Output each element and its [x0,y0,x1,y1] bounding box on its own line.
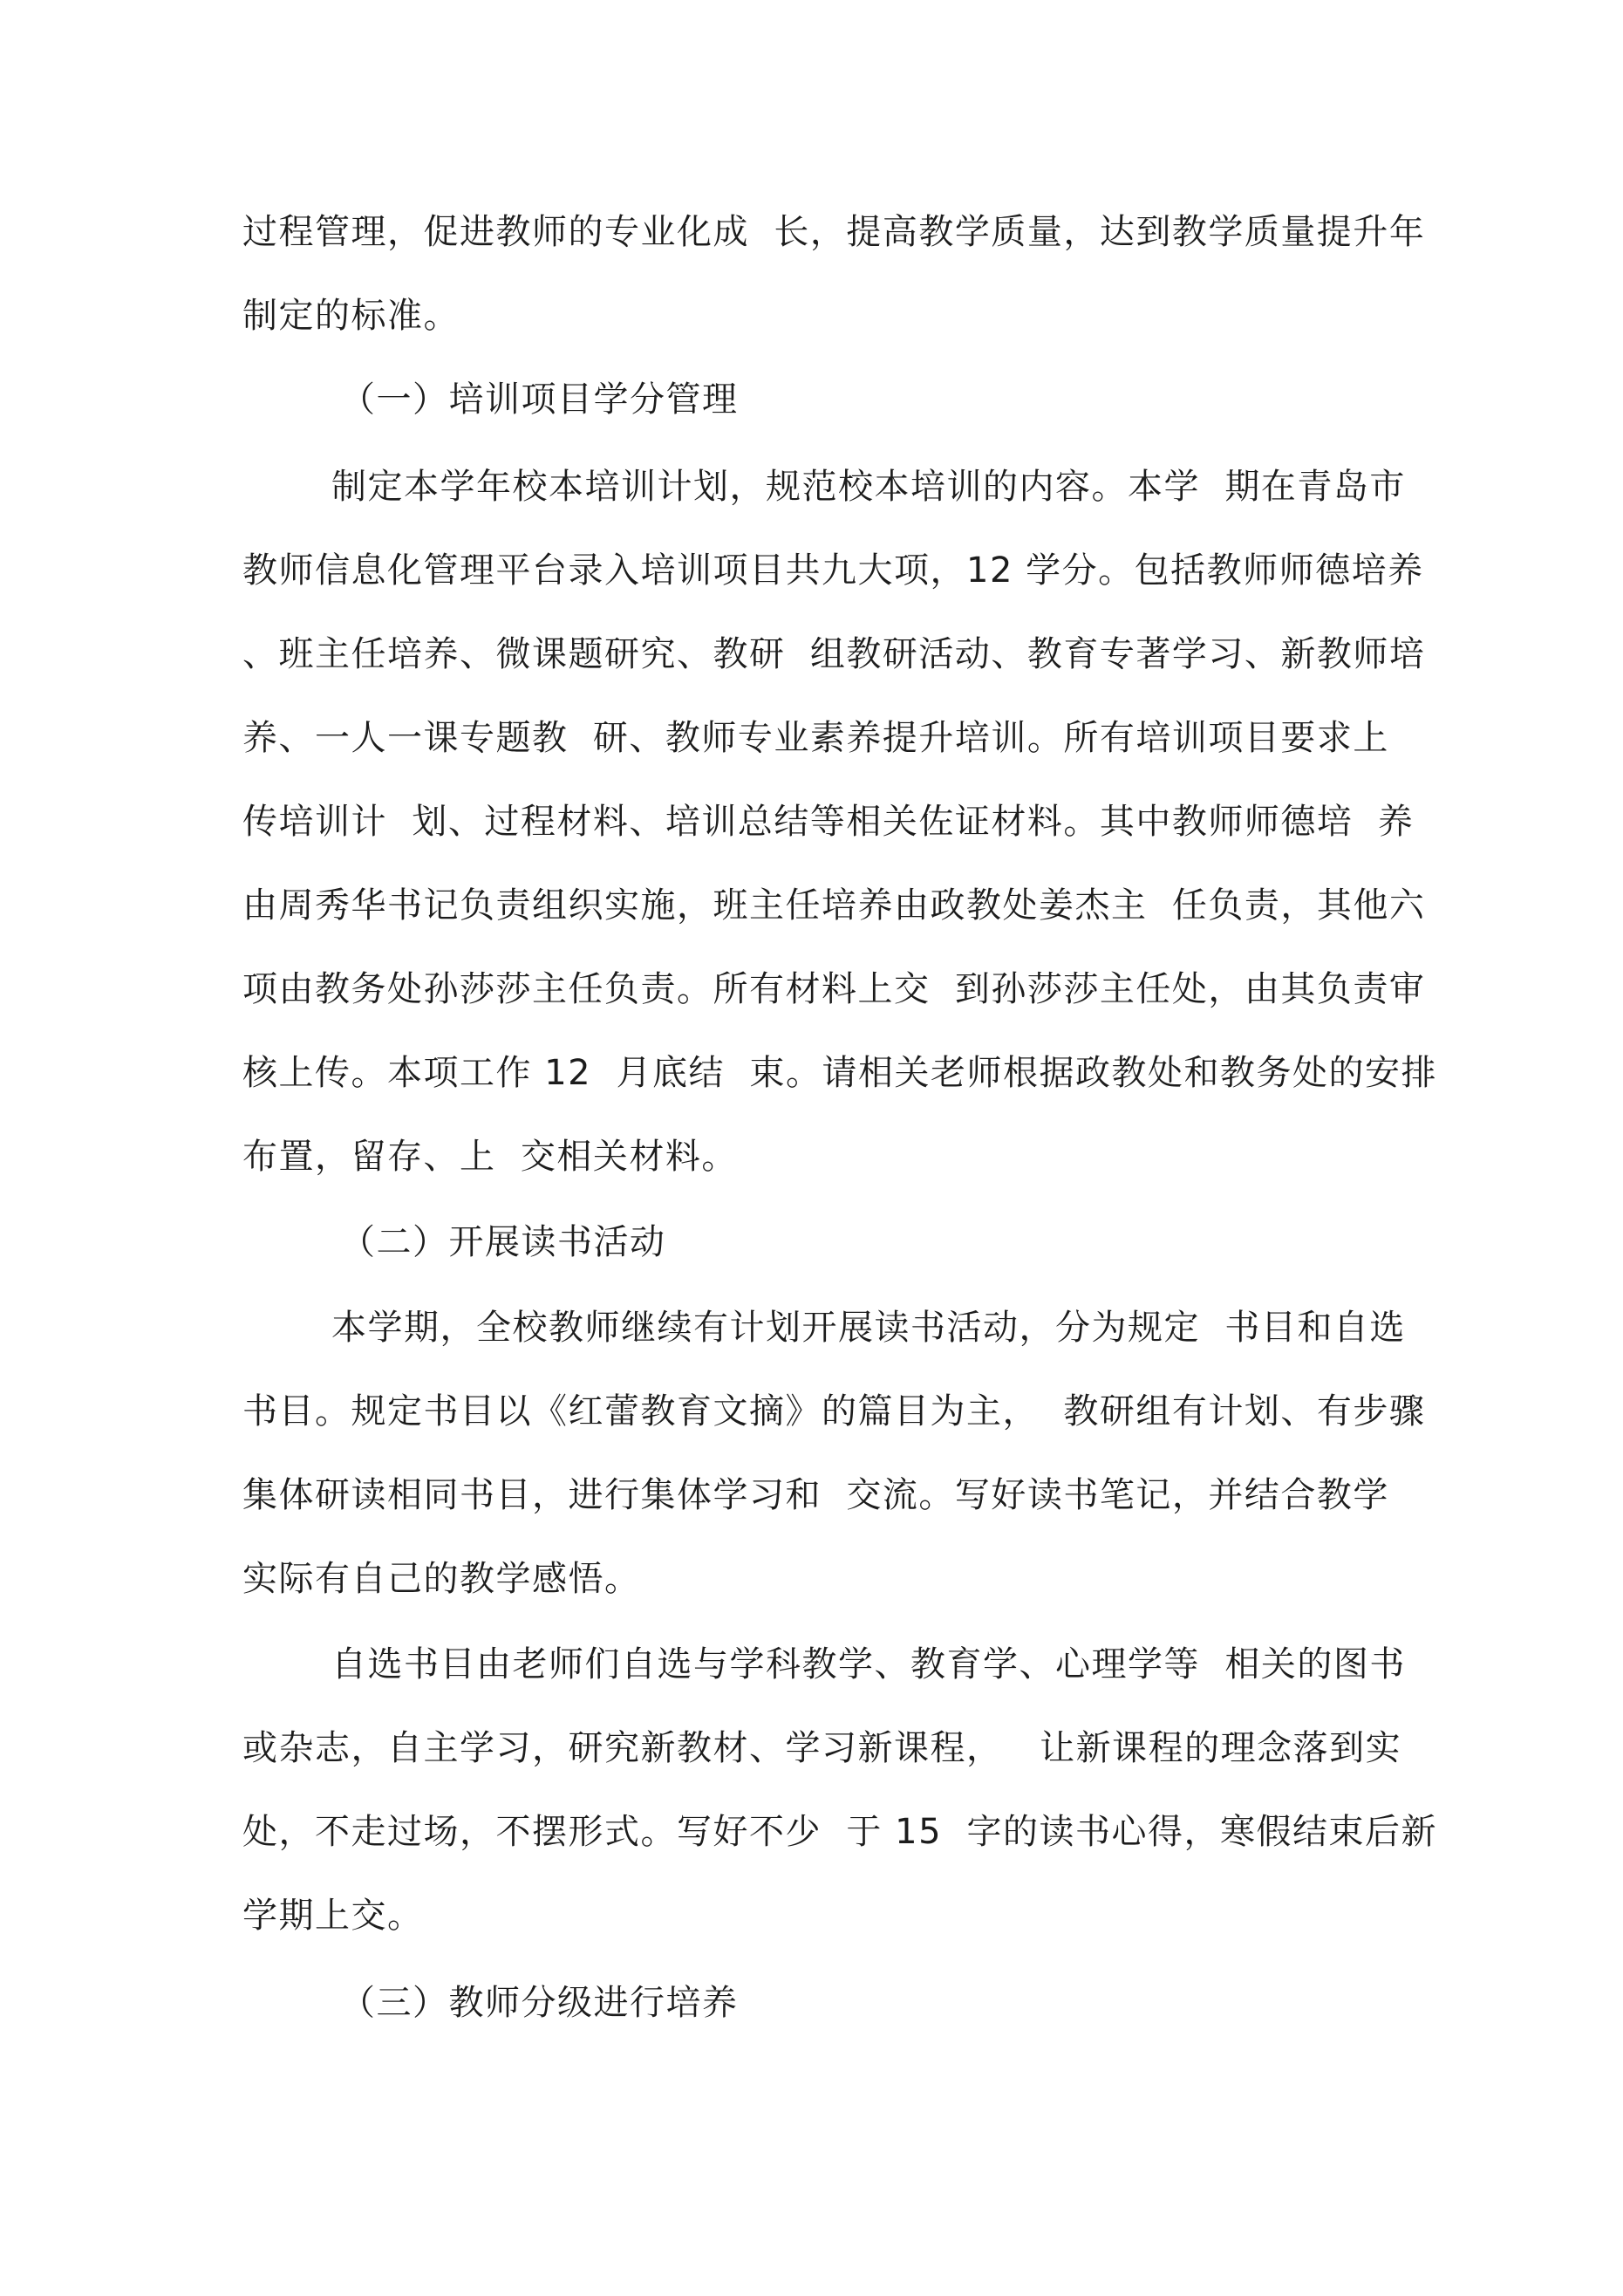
paragraph-line: 本学期，全校教师继续有计划开展读书活动，分为规定 书目和自选 [331,1308,1406,1348]
paragraph-line: 集体研读相同书目，进行集体学习和 交流。写好读书笔记，并结合教学 [242,1475,1389,1515]
paragraph-line: 养、一人一课专题教 研、教师专业素养提升培训。所有培训项目要求上 [242,718,1389,758]
paragraph-line: 、班主任培养、微课题研究、教研 组教研活动、教育专著学习、新教师培 [242,634,1426,674]
section-heading-3: （三）教师分级进行培养 [340,1983,739,2023]
paragraph-line: 自选书目由老师们自选与学科教学、教育学、心理学等 相关的图书 [331,1644,1406,1684]
section-heading-1: （一）培训项目学分管理 [340,379,739,420]
paragraph-line: 项由教务处孙莎莎主任负责。所有材料上交 到孙莎莎主任处，由其负责审 [242,969,1426,1009]
paragraph-line: 制定的标准。 [242,296,460,336]
paragraph-line: 或杂志，自主学习，研究新教材、学习新课程， 让新课程的理念落到实 [242,1728,1402,1768]
paragraph-line: 处，不走过场，不摆形式。写好不少 于 15 字的读书心得，寒假结束后新 [242,1812,1437,1852]
paragraph-line: 实际有自己的教学感悟。 [242,1559,641,1599]
paragraph-line: 教师信息化管理平台录入培训项目共九大项，12 学分。包括教师师德培养 [242,550,1424,591]
paragraph-line: 由周秀华书记负责组织实施，班主任培养由政教处姜杰主 任负责，其他六 [242,885,1426,926]
paragraph-line: 核上传。本项工作 12 月底结 束。请相关老师根据政教处和教务处的安排 [242,1053,1437,1093]
paragraph-line: 布置，留存、上 交相关材料。 [242,1137,738,1177]
paragraph-line: 过程管理，促进教师的专业化成 长，提高教学质量，达到教学质量提升年 [242,212,1426,252]
paragraph-line: 制定本学年校本培训计划，规范校本培训的内容。本学 期在青岛市 [331,467,1406,507]
paragraph-line: 传培训计 划、过程材料、培训总结等相关佐证材料。其中教师师德培 养 [242,802,1415,842]
paragraph-line: 书目。规定书目以《红蕾教育文摘》的篇目为主， 教研组有计划、有步骤 [242,1391,1426,1432]
paragraph-line: 学期上交。 [242,1896,424,1936]
section-heading-2: （二）开展读书活动 [340,1222,666,1262]
